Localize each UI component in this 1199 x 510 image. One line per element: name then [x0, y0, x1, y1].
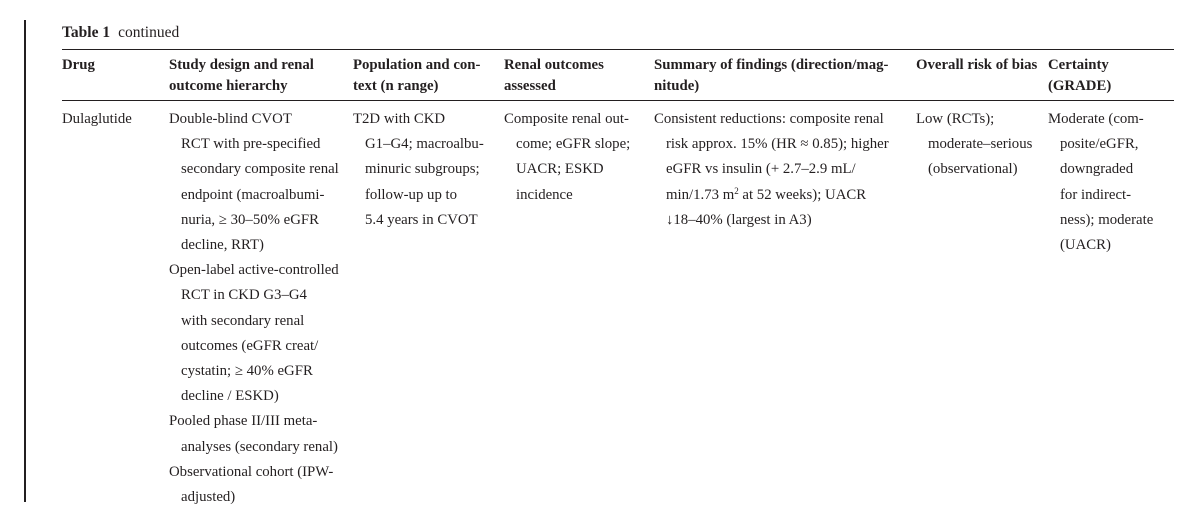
cell-study-design	[169, 107, 339, 510]
header-certainty-line: Certainty	[1048, 57, 1109, 73]
header-population	[353, 55, 480, 97]
findings-line	[654, 183, 889, 208]
header-findings	[654, 55, 888, 97]
population-line: 5.4 years in CVOT	[365, 211, 478, 228]
design-line: analyses (secondary renal)	[181, 438, 338, 455]
header-certainty-line: (GRADE)	[1048, 78, 1112, 94]
design-entry	[169, 460, 339, 510]
table-top-rule	[62, 49, 1174, 50]
header-population-line: text (n range)	[353, 78, 439, 94]
header-outcomes	[504, 55, 604, 97]
table-header-rule	[62, 100, 1174, 101]
cell-population	[353, 107, 484, 233]
design-entry	[169, 409, 339, 459]
cell-risk-of-bias	[916, 107, 1032, 183]
certainty-line: for indirect-	[1060, 186, 1132, 203]
design-line: Double-blind CVOT	[169, 111, 292, 127]
header-risk-of-bias-text: Overall risk of bias	[916, 57, 1038, 73]
outcomes-line: Composite renal out-	[504, 111, 629, 127]
cell-findings	[654, 107, 889, 233]
cell-outcomes	[504, 107, 630, 208]
findings-line: Consistent reductions: composite renal	[654, 111, 884, 127]
population-line: T2D with CKD	[353, 111, 446, 127]
findings-text: at 52 weeks); UACR	[738, 186, 867, 203]
bias-line: Low (RCTs);	[916, 111, 995, 127]
bias-line: moderate–serious	[928, 136, 1033, 153]
bias-line: (observational)	[928, 161, 1018, 178]
design-line: secondary composite renal	[181, 161, 339, 178]
outcomes-line: come; eGFR slope;	[516, 136, 631, 153]
design-line: outcomes (eGFR creat/	[181, 337, 319, 354]
population-line: minuric subgroups;	[365, 161, 480, 178]
population-line: follow-up up to	[365, 186, 458, 203]
design-line: cystatin; ≥ 40% eGFR	[181, 363, 313, 380]
findings-line: ↓18–40% (largest in A3)	[666, 211, 812, 228]
outcomes-line: UACR; ESKD	[516, 161, 604, 178]
design-line: RCT in CKD G3–G4	[181, 287, 307, 304]
certainty-line: ness); moderate	[1060, 211, 1154, 228]
certainty-line: posite/eGFR,	[1060, 136, 1139, 153]
header-drug-text: Drug	[62, 57, 95, 73]
header-study-design-line: Study design and renal	[169, 57, 314, 73]
drug-name: Dulaglutide	[62, 111, 132, 127]
page-margin-rule	[24, 20, 26, 502]
table-caption	[62, 23, 179, 43]
findings-superscript: 2	[734, 185, 739, 196]
design-line: endpoint (macroalbumi-	[181, 186, 325, 203]
header-findings-line: nitude)	[654, 78, 700, 94]
design-line: nuria, ≥ 30–50% eGFR	[181, 211, 319, 228]
table-label: Table 1	[62, 24, 111, 41]
findings-line: risk approx. 15% (HR ≈ 0.85); higher	[666, 136, 889, 153]
header-study-design-line: outcome hierarchy	[169, 78, 288, 94]
table-continued: continued	[118, 24, 180, 41]
design-line: adjusted)	[181, 489, 236, 506]
design-line: decline / ESKD)	[181, 388, 279, 405]
design-line: Open-label active-controlled	[169, 262, 339, 279]
certainty-line: (UACR)	[1060, 237, 1111, 254]
findings-text: min/1.73 m	[666, 186, 735, 203]
cell-drug	[62, 107, 132, 132]
outcomes-line: incidence	[516, 186, 573, 203]
header-outcomes-line: Renal outcomes	[504, 57, 604, 73]
header-population-line: Population and con-	[353, 57, 481, 73]
design-line: with secondary renal	[181, 312, 305, 329]
design-line: Observational cohort (IPW-	[169, 463, 334, 480]
header-findings-line: Summary of findings (direction/mag-	[654, 57, 889, 73]
design-line: decline, RRT)	[181, 237, 264, 254]
certainty-line: Moderate (com-	[1048, 111, 1144, 127]
certainty-line: downgraded	[1060, 161, 1134, 178]
header-certainty	[1048, 55, 1111, 97]
design-entry	[169, 258, 339, 409]
findings-line: eGFR vs insulin (+ 2.7–2.9 mL/	[666, 161, 856, 178]
design-entry	[169, 107, 339, 258]
header-drug	[62, 55, 95, 76]
header-risk-of-bias	[916, 55, 1037, 76]
design-line: Pooled phase II/III meta-	[169, 413, 318, 430]
design-line: RCT with pre-specified	[181, 136, 321, 153]
header-study-design	[169, 55, 314, 97]
header-outcomes-line: assessed	[504, 78, 556, 94]
cell-certainty	[1048, 107, 1153, 258]
population-line: G1–G4; macroalbu-	[365, 136, 484, 153]
